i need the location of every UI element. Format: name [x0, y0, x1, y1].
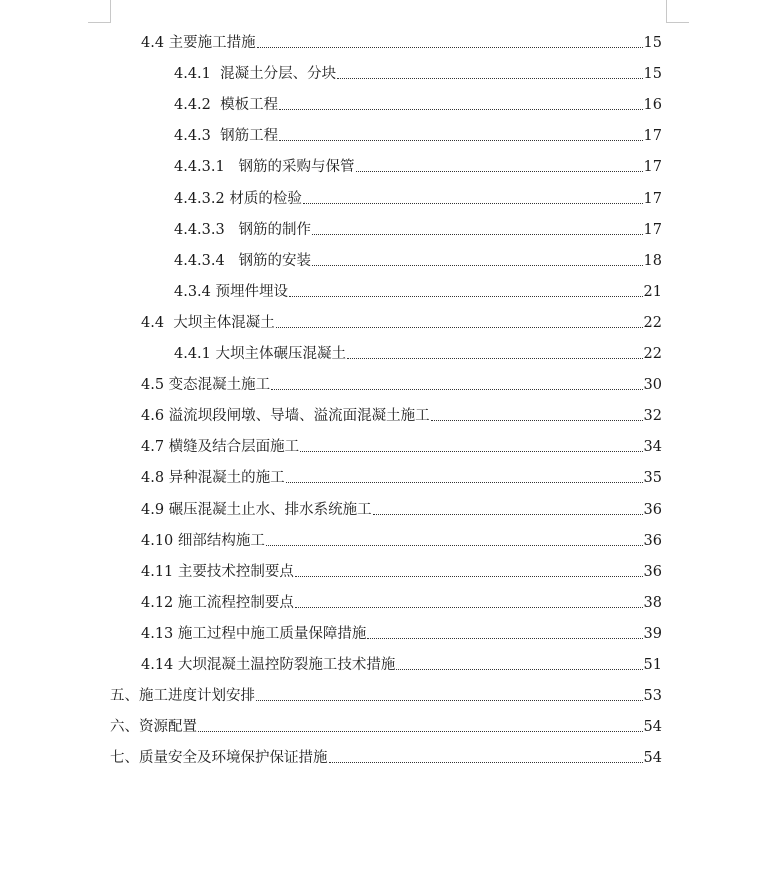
- toc-entry[interactable]: [174, 121, 662, 145]
- toc-entry-title: 4.8 异种混凝土的施工: [141, 470, 285, 487]
- toc-entry[interactable]: [141, 463, 662, 487]
- toc-entry[interactable]: [141, 28, 662, 52]
- toc-leader-dots: [279, 139, 642, 141]
- toc-entry-page-number: 38: [643, 594, 662, 611]
- toc-entry-title: 4.4.1 混凝土分层、分块: [174, 66, 337, 83]
- toc-entry-title: 4.4.3 钢筋工程: [174, 128, 279, 145]
- toc-entry-title: 4.4 主要施工措施: [141, 35, 256, 51]
- toc-entry[interactable]: [141, 619, 662, 643]
- toc-entry-page-number: 54: [643, 719, 662, 736]
- toc-entry[interactable]: [141, 495, 662, 519]
- toc-leader-dots: [347, 357, 643, 359]
- toc-entry-title: 4.12 施工流程控制要点: [141, 594, 294, 611]
- toc-entry-page-number: 17: [643, 128, 662, 145]
- toc-entry[interactable]: [174, 152, 662, 176]
- toc-leader-dots: [312, 264, 642, 266]
- toc-entry-page-number: 53: [643, 688, 662, 705]
- toc-entry-title: 4.4 大坝主体混凝土: [141, 314, 275, 331]
- toc-entry-title: 4.6 溢流坝段闸墩、导墙、溢流面混凝土施工: [141, 408, 430, 425]
- toc-entry[interactable]: [141, 557, 662, 581]
- toc-entry-page-number: 17: [643, 190, 662, 207]
- toc-entry[interactable]: [141, 526, 662, 550]
- toc-leader-dots: [295, 606, 643, 608]
- toc-leader-dots: [198, 730, 643, 732]
- toc-entry-page-number: 22: [643, 346, 662, 362]
- toc-entry-title: 4.10 细部结构施工: [141, 532, 265, 549]
- toc-entry-page-number: 51: [643, 657, 662, 673]
- toc-entry-title: 4.11 主要技术控制要点: [141, 563, 294, 580]
- toc-entry[interactable]: [141, 432, 662, 456]
- toc-entry-title: 4.13 施工过程中施工质量保障措施: [141, 625, 367, 642]
- toc-entry-title: 4.4.3.1 钢筋的采购与保管: [174, 159, 355, 176]
- toc-leader-dots: [337, 77, 642, 79]
- toc-entry-page-number: 36: [643, 501, 662, 518]
- toc-entry-title: 4.3.4 预埋件埋设: [174, 283, 289, 300]
- toc-entry-title: 六、资源配置: [110, 719, 197, 736]
- toc-entry-page-number: 17: [643, 221, 662, 238]
- toc-leader-dots: [373, 513, 643, 515]
- toc-leader-dots: [295, 575, 643, 577]
- toc-entry-title: 七、质量安全及环境保护保证措施: [110, 750, 328, 767]
- toc-entry-title: 4.4.3.3 钢筋的制作: [174, 221, 312, 238]
- toc-entry[interactable]: [174, 339, 662, 363]
- toc-entry-page-number: 18: [643, 252, 662, 269]
- toc-leader-dots: [431, 419, 643, 421]
- toc-leader-dots: [257, 46, 643, 48]
- toc-entry-page-number: 30: [643, 377, 662, 394]
- toc-entry[interactable]: [141, 401, 662, 425]
- toc-entry-title: 4.7 横缝及结合层面施工: [141, 439, 300, 456]
- toc-entry[interactable]: [141, 370, 662, 394]
- toc-entry-title: 4.14 大坝混凝土温控防裂施工技术措施: [141, 657, 396, 673]
- toc-entry-page-number: 39: [643, 625, 662, 642]
- toc-entry[interactable]: [110, 681, 662, 705]
- toc-entry[interactable]: [174, 59, 662, 83]
- toc-leader-dots: [279, 108, 642, 110]
- toc-leader-dots: [271, 388, 642, 390]
- toc-entry-page-number: 15: [643, 35, 662, 51]
- toc-leader-dots: [356, 170, 643, 172]
- toc-leader-dots: [300, 450, 642, 452]
- toc-entry-title: 4.4.1 大坝主体碾压混凝土: [174, 346, 347, 362]
- toc-entry-page-number: 36: [643, 563, 662, 580]
- toc-entry[interactable]: [174, 184, 662, 208]
- toc-entry[interactable]: [141, 588, 662, 612]
- toc-entry[interactable]: [174, 90, 662, 114]
- toc-entry-title: 4.4.3.4 钢筋的安装: [174, 252, 312, 269]
- toc-entry-title: 4.4.2 模板工程: [174, 97, 279, 114]
- toc-entry-title: 五、施工进度计划安排: [110, 688, 255, 705]
- toc-leader-dots: [367, 637, 642, 639]
- toc-entry[interactable]: [110, 743, 662, 767]
- toc-leader-dots: [396, 668, 642, 670]
- toc-leader-dots: [312, 233, 642, 235]
- toc-entry[interactable]: [174, 246, 662, 270]
- toc-leader-dots: [329, 761, 643, 763]
- toc-leader-dots: [276, 326, 643, 328]
- toc-entry-title: 4.5 变态混凝土施工: [141, 377, 271, 394]
- toc-leader-dots: [266, 544, 643, 546]
- toc-entry-page-number: 17: [643, 159, 662, 176]
- toc-entry-page-number: 21: [643, 283, 662, 300]
- toc-entry-title: 4.4.3.2 材质的检验: [174, 190, 302, 207]
- toc-entry[interactable]: [174, 215, 662, 239]
- toc-entry[interactable]: [174, 277, 662, 301]
- toc-entry-page-number: 15: [643, 66, 662, 83]
- toc-leader-dots: [286, 481, 643, 483]
- toc-entry[interactable]: [141, 650, 662, 674]
- toc-leader-dots: [256, 699, 643, 701]
- toc-entry-page-number: 22: [643, 314, 662, 331]
- toc-entry-page-number: 54: [643, 750, 662, 767]
- toc-entry-page-number: 36: [643, 532, 662, 549]
- toc-leader-dots: [289, 295, 643, 297]
- toc-entry-title: 4.9 碾压混凝土止水、排水系统施工: [141, 501, 372, 518]
- toc-entry-page-number: 35: [643, 470, 662, 487]
- toc-entry-page-number: 32: [643, 408, 662, 425]
- toc-entry[interactable]: [141, 308, 662, 332]
- toc-leader-dots: [303, 202, 643, 204]
- toc-entry[interactable]: [110, 712, 662, 736]
- toc-entry-page-number: 16: [643, 97, 662, 114]
- toc-entry-page-number: 34: [643, 439, 662, 456]
